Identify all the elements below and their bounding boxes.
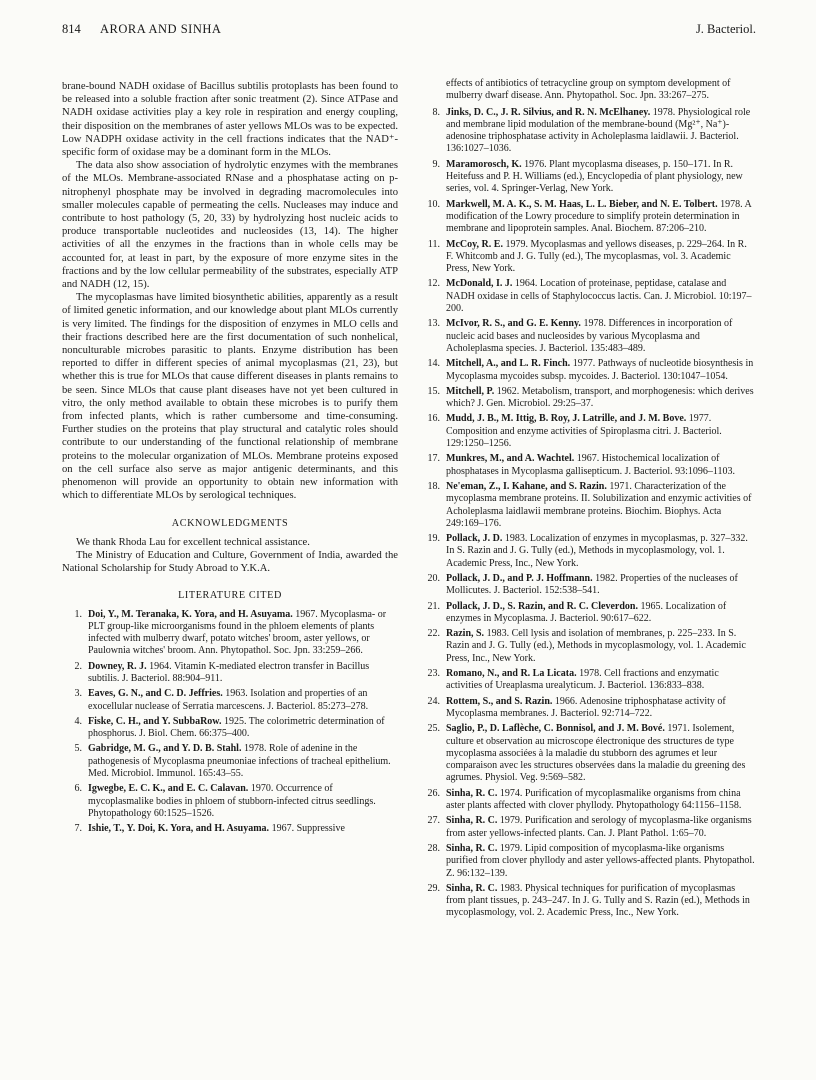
reference-authors: McIvor, R. S., and G. E. Kenny. [446,318,581,330]
reference-authors: McDonald, I. J. [446,278,513,290]
reference-number: 28. [427,842,440,854]
reference-authors: Sinha, R. C. [446,815,498,827]
reference-number: 15. [427,385,440,397]
reference-authors: Rottem, S., and S. Razin. [446,695,553,707]
running-header [62,22,756,40]
journal-name: J. Bacteriol. [695,22,756,36]
reference-authors: Markwell, M. A. K., S. M. Haas, L. L. Bieber, and N. E. Tolbert. [446,198,718,210]
reference-number: 29. [427,882,440,894]
reference-number: 11. [427,238,440,250]
reference-text: 1966. Adenosine triphosphatase activity of Mycoplasma membranes. J. Bacteriol. 92:714–722. [446,695,726,719]
reference-number: 9. [432,158,440,170]
reference-authors: Eaves, G. N., and C. D. Jeffries. [88,688,223,700]
reference-text: 1978. Cell fractions and enzymatic activities of Ureaplasma urealyticum. J. Bacteriol. 136:833–838. [446,668,719,692]
reference-item [420,696,756,721]
reference-item [420,199,756,236]
reference-authors: Pollack, J. D., and P. J. Hoffmann. [446,572,593,584]
reference-item [420,278,756,315]
reference-authors: Gabridge, M. G., and Y. D. B. Stahl. [88,743,242,755]
reference-number: 7. [74,823,82,835]
reference-text: 1978. Differences in incorporation of nucleic acid bases and nucleosides by various Mycoplasma and Acholeplasma species. J. Bacteriol. 135:483–489. [446,318,733,354]
reference-number: 19. [427,533,440,545]
reference-list-left [62,609,398,836]
reference-number: 25. [427,723,440,735]
reference-authors: Igwegbe, E. C. K., and E. C. Calavan. [88,783,249,795]
reference-text: 1967. Suppressive [269,823,345,835]
reference-number: 17. [427,453,440,465]
reference-item [420,601,756,626]
reference-number: 18. [427,480,440,492]
reference-item [420,815,756,840]
reference-authors: Pollack, J. D., S. Razin, and R. C. Cleverdon. [446,600,638,612]
reference-number: 24. [427,695,440,707]
reference-number: 22. [427,628,440,640]
reference-number: 2. [74,660,82,672]
reference-list-right [420,107,756,920]
acknowledgment-1: We thank Rhoda Lau for excellent technical assistance. [76,536,310,548]
reference-text: 1970. Occurrence of mycoplasmalike bodies in phloem of stubborn-infected citrus seedlings. Phytopathology 60:1525–1526. [88,783,376,819]
reference-text: 1983. Cell lysis and isolation of membranes, p. 225–233. In S. Razin and J. G. Tully (ed.), Methods in mycoplasmology, vol. 1. Academic Press, Inc., New York. [446,628,746,664]
reference-item [420,159,756,196]
reference-number: 1. [74,608,82,620]
reference-authors: Pollack, J. D. [446,533,503,545]
reference-authors: Fiske, C. H., and Y. SubbaRow. [88,715,222,727]
acknowledgment-2: The Ministry of Education and Culture, Government of India, awarded the National Scholarship for Study Abroad to Y.K.A. [62,549,398,575]
reference-authors: Jinks, D. C., J. R. Silvius, and R. N. McElhaney. [446,106,651,118]
reference-number: 14. [427,358,440,370]
reference-number: 8. [432,106,440,118]
reference-text: 1965. Localization of enzymes in Mycoplasma. J. Bacteriol. 90:617–622. [446,600,727,624]
reference-authors: Ne'eman, Z., I. Kahane, and S. Razin. [446,480,607,492]
reference-number: 6. [74,783,82,795]
reference-item [420,883,756,920]
reference-number: 23. [427,668,440,680]
reference-authors: Maramorosch, K. [446,158,522,170]
reference-authors: Mudd, J. B., M. Ittig, B. Roy, J. Latrille, and J. M. Bove. [446,413,687,425]
reference-authors: Saglio, P., D. Laflèche, C. Bonnisol, and J. M. Bové. [446,723,665,735]
running-authors: ARORA AND SINHA [100,22,222,36]
reference-text: 1967. Histochemical localization of phosphatases in Mycoplasma gallisepticum. J. Bacteriol. 93:1096–1103. [446,453,736,477]
reference-authors: Razin, S. [446,628,485,640]
reference-number: 10. [427,198,440,210]
reference-number: 27. [427,815,440,827]
literature-heading: LITERATURE CITED [178,590,282,602]
reference-number: 26. [427,787,440,799]
reference-item [420,628,756,665]
reference-item [62,823,398,835]
right-column [420,78,756,923]
acknowledgments-heading: ACKNOWLEDGMENTS [171,517,289,529]
page-number: 814 [62,22,81,36]
body-paragraph-3: The mycoplasmas have limited biosynthetic abilities, apparently as a result of limited genetic information, and our knowledge about plant MLOs currently is very limited. The findings for the disposition of enzymes in MLO cells and their fractions described here are the first documentation of such nonhelical, nonculturable microbes parasitic to plants. Enzyme distribution has been reported to differ in different species of animal mycoplasmas (21, 23), but whether this is true for MLOs that cause different diseases in plants remains to be seen. Since MLOs that cause plant diseases have not yet been cultured in vitro, the only method available to obtain these microbes is to purify them from infected plants, which is rather cumbersome and time-consuming. Further studies on the proteins that play structural and catalytic roles should contribute to our understanding of the functional relationship of membrane proteins to the molecular organization of MLOs. Membrane proteins exposed on the cell surface also serve as major antigenic determinants, and this phenomenon will provide an opportunity to obtain new information with which to differentiate MLOs by serological techniques. [62,292,398,502]
reference-number: 20. [427,572,440,584]
reference-authors: Sinha, R. C. [446,842,498,854]
reference-item [420,413,756,450]
reference-authors: Munkres, M., and A. Wachtel. [446,453,575,465]
reference-item [420,358,756,383]
reference-7-continuation: effects of antibiotics of tetracycline group on symptom development of mulberry dwarf disease. Ann. Phytopathol. Soc. Jpn. 33:267–275. [446,78,731,102]
reference-item [420,239,756,276]
reference-item [420,318,756,355]
reference-text: 1971. Isolement, culture et observation au microscope électronique des structures de type mycoplasma associées à la maladie du stubborn des agrumes et leur comparaison avec les structures observées dans la maladie du greening des agrumes. Physiol. Veg. 9:569–582. [446,723,746,784]
reference-authors: Mitchell, A., and L. R. Finch. [446,358,571,370]
reference-item [62,688,398,713]
reference-text: 1963. Isolation and properties of an exocellular nuclease of Serratia marcescens. J. Bacteriol. 85:273–278. [88,688,369,712]
reference-text: 1967. Mycoplasma- or PLT group-like microorganisms found in the phloem elements of plants infected with mulberry dwarf, potato witches' broom, aster yellows, or Paulownia witches' broom. Ann. Phytopathol. Soc. Jpn. 33:259–266. [88,608,387,657]
reference-authors: Romano, N., and R. La Licata. [446,668,577,680]
reference-text: 1982. Properties of the nucleases of Mollicutes. J. Bacteriol. 152:538–541. [446,572,738,597]
reference-text: 1964. Location of proteinase, peptidase, catalase and NADH oxidase in cells of Staphylococcus lactis. Can. J. Microbiol. 10:197–200. [446,278,752,315]
left-column [62,80,398,839]
reference-number: 12. [427,278,440,290]
reference-text: 1977. Composition and enzyme activities of Spiroplasma citri. J. Bacteriol. 129:1250–1256. [446,413,722,450]
reference-number: 3. [74,688,82,700]
reference-number: 16. [427,413,440,425]
reference-text: 1979. Purification and serology of mycoplasma-like organisms from aster yellows-infected plants. Can. J. Plant Pathol. 1:65–70. [446,815,752,839]
reference-text: 1971. Characterization of the mycoplasma membrane proteins. II. Solubilization and enzymic activities of Acholeplasma laidlawii membrane proteins. Biochim. Biophys. Acta 249:169–176. [446,480,752,529]
reference-text: 1978. Physiological role and membrane lipid modulation of the membrane-bound (Mg²⁺, Na⁺)-adenosine triphosphatase activity in Acholeplasma laidlawii. J. Bacteriol. 136:1027–1036. [446,106,751,155]
reference-authors: Downey, R. J. [88,660,147,672]
reference-text: 1964. Vitamin K-mediated electron transfer in Bacillus subtilis. J. Bacteriol. 88:904–911. [88,660,370,684]
body-paragraph-1: brane-bound NADH oxidase of Bacillus subtilis protoplasts has been found to be released into a soluble fraction after sonic treatment (2). Since ATPase and NADH oxidase activities play a key role in respiration and energy coupling, their disposition on the membranes of aster yellows MLOs was to be expected. Low NADPH oxidase activity in the cell fractions indicates that the NAD⁺-specific form of oxidase may be a dominant form in the MLOs. [62,81,398,159]
reference-authors: Ishie, T., Y. Doi, K. Yora, and H. Asuyama. [88,823,270,835]
reference-item [420,573,756,598]
reference-item [420,533,756,570]
reference-item [420,788,756,813]
reference-item [420,453,756,478]
reference-text: 1979. Mycoplasmas and yellows diseases, p. 229–264. In R. F. Whitcomb and J. G. Tully (ed.), The mycoplasmas, vol. 3. Academic Press, New York. [446,238,747,275]
reference-item [62,716,398,741]
reference-item [420,107,756,156]
reference-text: 1925. The colorimetric determination of phosphorus. J. Biol. Chem. 66:375–400. [88,715,385,740]
reference-item [420,723,756,784]
reference-text: 1978. A modification of the Lowry procedure to simplify protein determination in membrane and lipoprotein samples. Anal. Biochem. 87:206–210. [446,198,752,235]
reference-authors: Doi, Y., M. Teranaka, K. Yora, and H. Asuyama. [88,608,293,620]
reference-text: 1978. Role of adenine in the pathogenesis of Mycoplasma pneumoniae infections of tracheal epithelium. Med. Microbiol. Immunol. 165:43–55. [88,743,391,780]
reference-text: 1976. Plant mycoplasma diseases, p. 150–171. In R. Heitefuss and P. H. Williams (ed.), Encyclopedia of plant physiology, new series, vol. 4. Springer-Verlag, New York. [446,158,743,195]
reference-number: 13. [427,318,440,330]
reference-item [62,783,398,820]
reference-authors: McCoy, R. E. [446,238,503,250]
reference-text: 1983. Physical techniques for purification of mycoplasmas from plant tissues, p. 243–247. In J. G. Tully and S. Razin (ed.), Methods in mycoplasmology, vol. 2. Academic Press, Inc., New York. [446,882,750,919]
reference-number: 4. [74,715,82,727]
reference-text: 1979. Lipid composition of mycoplasma-like organisms purified from clover phyllody and aster yellows-affected plants. Phytopathol. Z. 96:132–139. [446,842,755,879]
reference-item [62,661,398,686]
reference-item [420,668,756,693]
body-paragraph-2: The data also show association of hydrolytic enzymes with the membranes of the MLOs. Membrane-associated RNase and a phosphatase acting on p-nitrophenyl phosphate may be involved in degrading macromolecules into smaller molecules capable of permeating the cells. Nucleases may induce and contribute to host pathology (5, 20, 33) by hydrolyzing host nucleic acids to produce transportable nucleotides and nucleosides (13, 14). The higher activities of all the enzymes in the fractions than in whole cells may be accounted for, at least in part, by the exposure of more enzyme sites in the fractions and by the low cellular permeability of the substrates, especially ATP and NADH (12, 15). [62,160,398,291]
reference-item [62,743,398,780]
reference-authors: Sinha, R. C. [446,787,498,799]
reference-authors: Mitchell, P. [446,385,495,397]
reference-authors: Sinha, R. C. [446,882,498,894]
reference-text: 1977. Pathways of nucleotide biosynthesis in Mycoplasma mycoides subsp. mycoides. J. Bacteriol. 130:1047–1054. [446,358,754,382]
reference-item [62,609,398,658]
reference-number: 21. [427,600,440,612]
reference-item [420,386,756,411]
reference-item [420,481,756,530]
reference-text: 1962. Metabolism, transport, and morphogenesis: which derives which? J. Gen. Microbiol. 29:25–37. [446,385,754,410]
reference-text: 1974. Purification of mycoplasmalike organisms from china aster plants affected with clover phyllody. Phytopathology 64:1156–1158. [446,787,742,812]
reference-item [420,843,756,880]
reference-number: 5. [74,743,82,755]
reference-text: 1983. Localization of enzymes in mycoplasmas, p. 327–332. In S. Razin and J. G. Tully (ed.), Methods in mycoplasmology, vol. 1. Academic Press, Inc., New York. [446,533,748,569]
